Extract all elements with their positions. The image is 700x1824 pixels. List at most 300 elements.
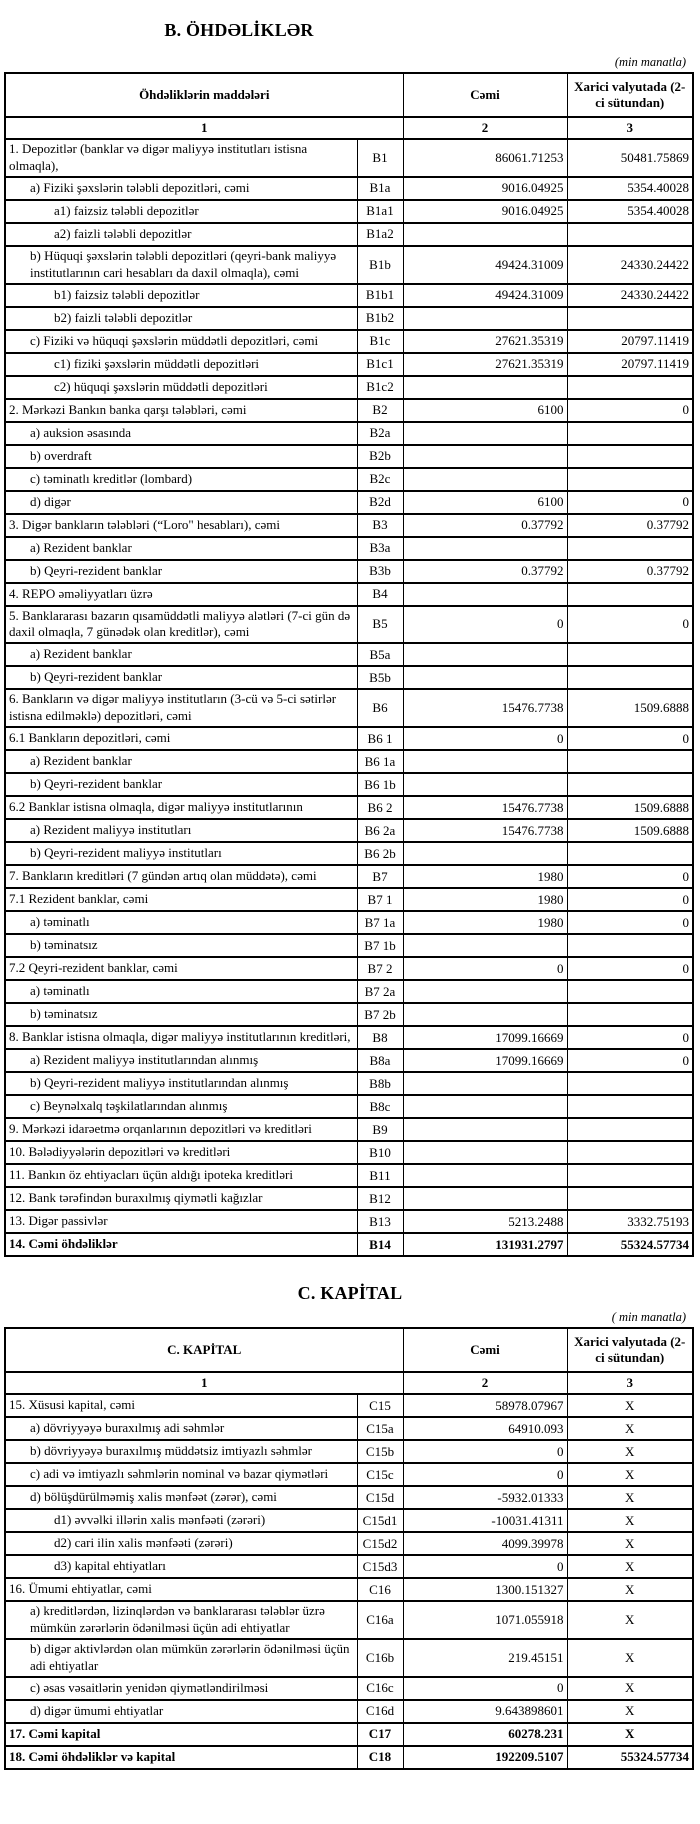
table-row <box>5 1440 693 1463</box>
row-foreign-value <box>567 468 693 491</box>
row-foreign-value: 1509.6888 <box>567 689 693 727</box>
table-row <box>5 1095 693 1118</box>
row-total-value <box>403 1072 567 1095</box>
row-code: C16b <box>357 1639 403 1677</box>
row-foreign-value: X <box>567 1578 693 1601</box>
column-header-foreign-currency: Xarici valyutada (2-ci sütundan) <box>567 1328 693 1372</box>
row-total-value <box>403 1095 567 1118</box>
row-total-value <box>403 1141 567 1164</box>
table-row <box>5 1417 693 1440</box>
table-row <box>5 1532 693 1555</box>
row-foreign-value: X <box>567 1440 693 1463</box>
row-code: B7 2a <box>357 980 403 1003</box>
table-row <box>5 223 693 246</box>
row-foreign-value: X <box>567 1463 693 1486</box>
row-label: d) digər ümumi ehtiyatlar <box>5 1700 357 1723</box>
row-label: 6.2 Banklar istisna olmaqla, digər maliyyə institutlarının <box>5 796 357 819</box>
row-label: b2) faizli tələbli depozitlər <box>5 307 357 330</box>
row-label: a) Rezident maliyyə institutlarından alınmış <box>5 1049 357 1072</box>
row-foreign-value: 0 <box>567 957 693 980</box>
table-row <box>5 1072 693 1095</box>
table-row <box>5 1118 693 1141</box>
row-label: b) Qeyri-rezident maliyyə institutlarından alınmış <box>5 1072 357 1095</box>
row-total-value: 9016.04925 <box>403 177 567 200</box>
row-foreign-value: 0 <box>567 865 693 888</box>
row-code: C15d <box>357 1486 403 1509</box>
row-foreign-value <box>567 980 693 1003</box>
table-row <box>5 583 693 606</box>
row-foreign-value <box>567 750 693 773</box>
row-total-value <box>403 643 567 666</box>
row-total-value: 0 <box>403 1463 567 1486</box>
row-foreign-value <box>567 307 693 330</box>
section-c-title: C. KAPİTAL <box>297 1283 403 1304</box>
row-total-value: 49424.31009 <box>403 246 567 284</box>
row-foreign-value: 3332.75193 <box>567 1210 693 1233</box>
row-label: d) digər <box>5 491 357 514</box>
row-foreign-value: 5354.40028 <box>567 177 693 200</box>
row-total-value: 27621.35319 <box>403 353 567 376</box>
row-foreign-value: 20797.11419 <box>567 330 693 353</box>
row-foreign-value: 0 <box>567 491 693 514</box>
row-code: B1 <box>357 139 403 177</box>
row-label: d3) kapital ehtiyatları <box>5 1555 357 1578</box>
row-label: 6. Bankların və digər maliyyə institutların (3-cü və 5-ci sətirlər istisna edilməklə) depozitləri, cəmi <box>5 689 357 727</box>
row-code: C18 <box>357 1746 403 1769</box>
row-code: B1b2 <box>357 307 403 330</box>
column-header-total: Cəmi <box>403 73 567 117</box>
row-foreign-value: 0 <box>567 727 693 750</box>
row-label: d) bölüşdürülməmiş xalis mənfəət (zərər), cəmi <box>5 1486 357 1509</box>
table-row <box>5 468 693 491</box>
row-label: a1) faizsiz tələbli depozitlər <box>5 200 357 223</box>
table-row <box>5 888 693 911</box>
row-total-value: 27621.35319 <box>403 330 567 353</box>
row-total-value: 1071.055918 <box>403 1601 567 1639</box>
row-foreign-value: X <box>567 1532 693 1555</box>
column-number-3: 3 <box>567 1372 693 1394</box>
row-code: B5 <box>357 606 403 644</box>
row-total-value <box>403 666 567 689</box>
row-code: C15d3 <box>357 1555 403 1578</box>
row-code: B1a <box>357 177 403 200</box>
table-row <box>5 980 693 1003</box>
row-label: b) təminatsız <box>5 1003 357 1026</box>
row-label: d2) cari ilin xalis mənfəəti (zərəri) <box>5 1532 357 1555</box>
row-label: a) auksion əsasında <box>5 422 357 445</box>
row-foreign-value <box>567 842 693 865</box>
row-code: B7 1b <box>357 934 403 957</box>
row-foreign-value <box>567 1095 693 1118</box>
table-row <box>5 643 693 666</box>
table-row <box>5 284 693 307</box>
table-row <box>5 1486 693 1509</box>
row-label: c) Beynəlxalq təşkilatlarından alınmış <box>5 1095 357 1118</box>
row-label: d1) əvvəlki illərin xalis mənfəəti (zərəri) <box>5 1509 357 1532</box>
table-row <box>5 865 693 888</box>
table-row <box>5 353 693 376</box>
row-code: B1c2 <box>357 376 403 399</box>
row-total-value: 0.37792 <box>403 514 567 537</box>
table-row <box>5 689 693 727</box>
table-row <box>5 445 693 468</box>
row-total-value: -10031.41311 <box>403 1509 567 1532</box>
row-total-value: 15476.7738 <box>403 796 567 819</box>
section-b-title: B. ÖHDƏLİKLƏR <box>164 20 314 40</box>
table-row <box>5 1026 693 1049</box>
table-row <box>5 330 693 353</box>
row-code: B1a1 <box>357 200 403 223</box>
row-label: c2) hüquqi şəxslərin müddətli depozitləri <box>5 376 357 399</box>
row-foreign-value <box>567 1164 693 1187</box>
row-total-value: 17099.16669 <box>403 1049 567 1072</box>
row-code: C16 <box>357 1578 403 1601</box>
table-row <box>5 1578 693 1601</box>
table-row <box>5 1141 693 1164</box>
row-total-value <box>403 842 567 865</box>
row-label: b) dövriyyəyə buraxılmış müddətsiz imtiyazlı səhmlər <box>5 1440 357 1463</box>
table-row <box>5 727 693 750</box>
row-foreign-value <box>567 583 693 606</box>
row-total-value: 60278.231 <box>403 1723 567 1746</box>
row-code: B3 <box>357 514 403 537</box>
row-foreign-value: X <box>567 1509 693 1532</box>
row-label: b) təminatsız <box>5 934 357 957</box>
row-foreign-value: 0 <box>567 888 693 911</box>
row-total-value <box>403 537 567 560</box>
table-row <box>5 773 693 796</box>
row-foreign-value <box>567 643 693 666</box>
row-code: B2a <box>357 422 403 445</box>
row-foreign-value <box>567 1072 693 1095</box>
row-code: C15 <box>357 1394 403 1417</box>
row-total-value <box>403 583 567 606</box>
row-label: 3. Digər bankların tələbləri (“Loro" hesabları), cəmi <box>5 514 357 537</box>
row-total-value: 6100 <box>403 491 567 514</box>
row-foreign-value: X <box>567 1677 693 1700</box>
column-number-2: 2 <box>403 117 567 139</box>
row-foreign-value: X <box>567 1417 693 1440</box>
table-row <box>5 307 693 330</box>
row-code: C17 <box>357 1723 403 1746</box>
table-row <box>5 1233 693 1256</box>
row-label: 5. Banklararası bazarın qısamüddətli maliyyə alətləri (7-ci gün də daxil olmaqla, 7 günədək olan kreditlər), cəmi <box>5 606 357 644</box>
table-row <box>5 819 693 842</box>
row-code: B2b <box>357 445 403 468</box>
row-total-value: -5932.01333 <box>403 1486 567 1509</box>
capital-table <box>4 1327 694 1770</box>
row-foreign-value: X <box>567 1601 693 1639</box>
row-code: B2d <box>357 491 403 514</box>
liabilities-table-body <box>5 139 693 1256</box>
row-code: B9 <box>357 1118 403 1141</box>
capital-table-body <box>5 1394 693 1769</box>
row-code: B1b1 <box>357 284 403 307</box>
row-code: B2 <box>357 399 403 422</box>
row-label: a) Fiziki şəxslərin tələbli depozitləri, cəmi <box>5 177 357 200</box>
row-total-value: 0 <box>403 1677 567 1700</box>
row-foreign-value: X <box>567 1723 693 1746</box>
row-code: B6 2b <box>357 842 403 865</box>
row-code: B8a <box>357 1049 403 1072</box>
row-total-value: 1980 <box>403 888 567 911</box>
row-label: a) təminatlı <box>5 980 357 1003</box>
row-label: a) Rezident banklar <box>5 537 357 560</box>
row-label: 6.1 Bankların depozitləri, cəmi <box>5 727 357 750</box>
section-c-unit-note: ( min manatla) <box>611 1310 686 1325</box>
row-label: 17. Cəmi kapital <box>5 1723 357 1746</box>
table-row <box>5 1723 693 1746</box>
row-label: 14. Cəmi öhdəliklər <box>5 1233 357 1256</box>
table-header-row <box>5 1328 693 1372</box>
row-code: B10 <box>357 1141 403 1164</box>
row-label: a2) faizli tələbli depozitlər <box>5 223 357 246</box>
column-number-row <box>5 1372 693 1394</box>
row-code: B7 1a <box>357 911 403 934</box>
table-header-row <box>5 73 693 117</box>
row-label: 16. Ümumi ehtiyatlar, cəmi <box>5 1578 357 1601</box>
row-label: 7.2 Qeyri-rezident banklar, cəmi <box>5 957 357 980</box>
row-code: B11 <box>357 1164 403 1187</box>
table-row <box>5 666 693 689</box>
row-code: C16d <box>357 1700 403 1723</box>
row-foreign-value: 0 <box>567 399 693 422</box>
row-foreign-value: 50481.75869 <box>567 139 693 177</box>
row-code: C15d2 <box>357 1532 403 1555</box>
column-header-total: Cəmi <box>403 1328 567 1372</box>
row-code: C15b <box>357 1440 403 1463</box>
row-total-value: 131931.2797 <box>403 1233 567 1256</box>
row-label: c1) fiziki şəxslərin müddətli depozitləri <box>5 353 357 376</box>
table-row <box>5 491 693 514</box>
row-code: B3b <box>357 560 403 583</box>
row-total-value: 0.37792 <box>403 560 567 583</box>
row-total-value: 15476.7738 <box>403 819 567 842</box>
row-label: c) əsas vəsaitlərin yenidən qiymətləndirilməsi <box>5 1677 357 1700</box>
table-row <box>5 796 693 819</box>
row-foreign-value: X <box>567 1639 693 1677</box>
row-code: C16c <box>357 1677 403 1700</box>
row-foreign-value: 0 <box>567 606 693 644</box>
table-row <box>5 1187 693 1210</box>
row-total-value <box>403 223 567 246</box>
row-label: b) Hüquqi şəxslərin tələbli depozitləri (qeyri-bank maliyyə institutlarının cari hesabları da daxil olmaqla), cəmi <box>5 246 357 284</box>
row-total-value: 6100 <box>403 399 567 422</box>
table-row <box>5 1746 693 1769</box>
row-total-value: 15476.7738 <box>403 689 567 727</box>
row-foreign-value: X <box>567 1486 693 1509</box>
row-code: B7 <box>357 865 403 888</box>
table-row <box>5 1601 693 1639</box>
row-foreign-value: 24330.24422 <box>567 246 693 284</box>
row-total-value: 0 <box>403 1440 567 1463</box>
column-number-3: 3 <box>567 117 693 139</box>
row-foreign-value: 24330.24422 <box>567 284 693 307</box>
row-label: b) Qeyri-rezident banklar <box>5 560 357 583</box>
row-label: b1) faizsiz tələbli depozitlər <box>5 284 357 307</box>
row-total-value <box>403 376 567 399</box>
row-label: a) Rezident maliyyə institutları <box>5 819 357 842</box>
row-total-value: 4099.39978 <box>403 1532 567 1555</box>
row-code: B1c1 <box>357 353 403 376</box>
row-label: b) digər aktivlərdən olan mümkün zərərlərin ödənilməsi üçün adi ehtiyatlar <box>5 1639 357 1677</box>
row-total-value: 9.643898601 <box>403 1700 567 1723</box>
table-row <box>5 1003 693 1026</box>
row-total-value: 58978.07967 <box>403 1394 567 1417</box>
row-total-value <box>403 307 567 330</box>
section-b-unit-note: (min manatla) <box>614 55 686 69</box>
table-row <box>5 1463 693 1486</box>
row-code: B5a <box>357 643 403 666</box>
row-total-value: 0 <box>403 727 567 750</box>
row-foreign-value <box>567 1003 693 1026</box>
table-row <box>5 422 693 445</box>
table-row <box>5 842 693 865</box>
table-row <box>5 514 693 537</box>
column-number-1: 1 <box>5 117 403 139</box>
row-foreign-value <box>567 666 693 689</box>
row-foreign-value <box>567 1187 693 1210</box>
table-row <box>5 1639 693 1677</box>
column-header-capital: C. KAPİTAL <box>5 1328 403 1372</box>
row-label: c) Fiziki və hüquqi şəxslərin müddətli depozitləri, cəmi <box>5 330 357 353</box>
table-row <box>5 376 693 399</box>
row-label: 11. Bankın öz ehtiyacları üçün aldığı ipoteka kreditləri <box>5 1164 357 1187</box>
row-total-value <box>403 1187 567 1210</box>
row-total-value <box>403 445 567 468</box>
row-foreign-value: 0 <box>567 1026 693 1049</box>
table-row <box>5 1700 693 1723</box>
row-total-value <box>403 934 567 957</box>
row-total-value: 0 <box>403 606 567 644</box>
row-total-value: 1300.151327 <box>403 1578 567 1601</box>
row-foreign-value: 0 <box>567 1049 693 1072</box>
row-label: c) təminatlı kreditlər (lombard) <box>5 468 357 491</box>
row-total-value: 192209.5107 <box>403 1746 567 1769</box>
column-header-foreign-currency: Xarici valyutada (2-ci sütundan) <box>567 73 693 117</box>
table-row <box>5 1555 693 1578</box>
row-foreign-value <box>567 934 693 957</box>
row-code: B3a <box>357 537 403 560</box>
table-row <box>5 1164 693 1187</box>
row-foreign-value <box>567 1118 693 1141</box>
row-code: C15a <box>357 1417 403 1440</box>
table-row <box>5 606 693 644</box>
row-code: B6 2 <box>357 796 403 819</box>
row-label: b) Qeyri-rezident banklar <box>5 773 357 796</box>
row-label: a) təminatlı <box>5 911 357 934</box>
column-header-items: Öhdəliklərin maddələri <box>5 73 403 117</box>
row-label: 7.1 Rezident banklar, cəmi <box>5 888 357 911</box>
row-label: 12. Bank tərəfindən buraxılmış qiymətli kağızlar <box>5 1187 357 1210</box>
row-label: a) Rezident banklar <box>5 750 357 773</box>
row-foreign-value <box>567 773 693 796</box>
row-total-value <box>403 1164 567 1187</box>
row-foreign-value <box>567 223 693 246</box>
row-label: 18. Cəmi öhdəliklər və kapital <box>5 1746 357 1769</box>
row-label: 7. Bankların kreditləri (7 gündən artıq olan müddətə), cəmi <box>5 865 357 888</box>
row-total-value <box>403 1003 567 1026</box>
table-row <box>5 911 693 934</box>
row-foreign-value <box>567 537 693 560</box>
row-code: C15d1 <box>357 1509 403 1532</box>
row-label: 8. Banklar istisna olmaqla, digər maliyyə institutlarının kreditləri, <box>5 1026 357 1049</box>
row-code: B1a2 <box>357 223 403 246</box>
row-code: B5b <box>357 666 403 689</box>
row-label: 10. Bələdiyyələrin depozitləri və kreditləri <box>5 1141 357 1164</box>
column-number-row <box>5 117 693 139</box>
row-total-value: 5213.2488 <box>403 1210 567 1233</box>
table-row <box>5 246 693 284</box>
table-row <box>5 560 693 583</box>
table-row <box>5 200 693 223</box>
row-foreign-value: X <box>567 1700 693 1723</box>
table-row <box>5 957 693 980</box>
row-code: B8b <box>357 1072 403 1095</box>
row-label: 2. Mərkəzi Bankın banka qarşı tələbləri, cəmi <box>5 399 357 422</box>
row-foreign-value: X <box>567 1555 693 1578</box>
row-code: B7 1 <box>357 888 403 911</box>
row-total-value <box>403 980 567 1003</box>
row-foreign-value <box>567 445 693 468</box>
row-total-value <box>403 468 567 491</box>
row-foreign-value <box>567 376 693 399</box>
row-total-value: 9016.04925 <box>403 200 567 223</box>
row-code: B6 1a <box>357 750 403 773</box>
row-total-value: 219.45151 <box>403 1639 567 1677</box>
row-label: 1. Depozitlər (banklar və digər maliyyə institutları istisna olmaqla), <box>5 139 357 177</box>
row-code: B2c <box>357 468 403 491</box>
table-row <box>5 1509 693 1532</box>
table-row <box>5 139 693 177</box>
row-total-value <box>403 1118 567 1141</box>
row-total-value: 1980 <box>403 865 567 888</box>
row-code: B14 <box>357 1233 403 1256</box>
row-label: a) kreditlərdən, lizinqlərdən və banklararası tələblər üzrə mümkün zərərlərin ödənilməsi üçün adi ehtiyatlar <box>5 1601 357 1639</box>
row-code: B6 1b <box>357 773 403 796</box>
row-code: B6 2a <box>357 819 403 842</box>
row-total-value: 86061.71253 <box>403 139 567 177</box>
table-row <box>5 1394 693 1417</box>
row-total-value: 17099.16669 <box>403 1026 567 1049</box>
row-label: b) Qeyri-rezident banklar <box>5 666 357 689</box>
row-code: B6 1 <box>357 727 403 750</box>
row-total-value <box>403 750 567 773</box>
row-total-value: 0 <box>403 957 567 980</box>
row-code: C15c <box>357 1463 403 1486</box>
row-total-value: 1980 <box>403 911 567 934</box>
row-total-value <box>403 773 567 796</box>
row-foreign-value: 1509.6888 <box>567 796 693 819</box>
row-label: c) adi və imtiyazlı səhmlərin nominal və bazar qiymətləri <box>5 1463 357 1486</box>
row-code: B1c <box>357 330 403 353</box>
row-label: b) overdraft <box>5 445 357 468</box>
row-foreign-value: 0.37792 <box>567 514 693 537</box>
table-row <box>5 750 693 773</box>
row-total-value: 64910.093 <box>403 1417 567 1440</box>
row-code: B4 <box>357 583 403 606</box>
row-total-value <box>403 422 567 445</box>
row-label: 13. Digər passivlər <box>5 1210 357 1233</box>
row-foreign-value <box>567 422 693 445</box>
row-foreign-value: 55324.57734 <box>567 1233 693 1256</box>
table-row <box>5 1677 693 1700</box>
row-foreign-value: 20797.11419 <box>567 353 693 376</box>
row-code: B13 <box>357 1210 403 1233</box>
row-total-value: 0 <box>403 1555 567 1578</box>
row-foreign-value: 55324.57734 <box>567 1746 693 1769</box>
row-foreign-value: X <box>567 1394 693 1417</box>
